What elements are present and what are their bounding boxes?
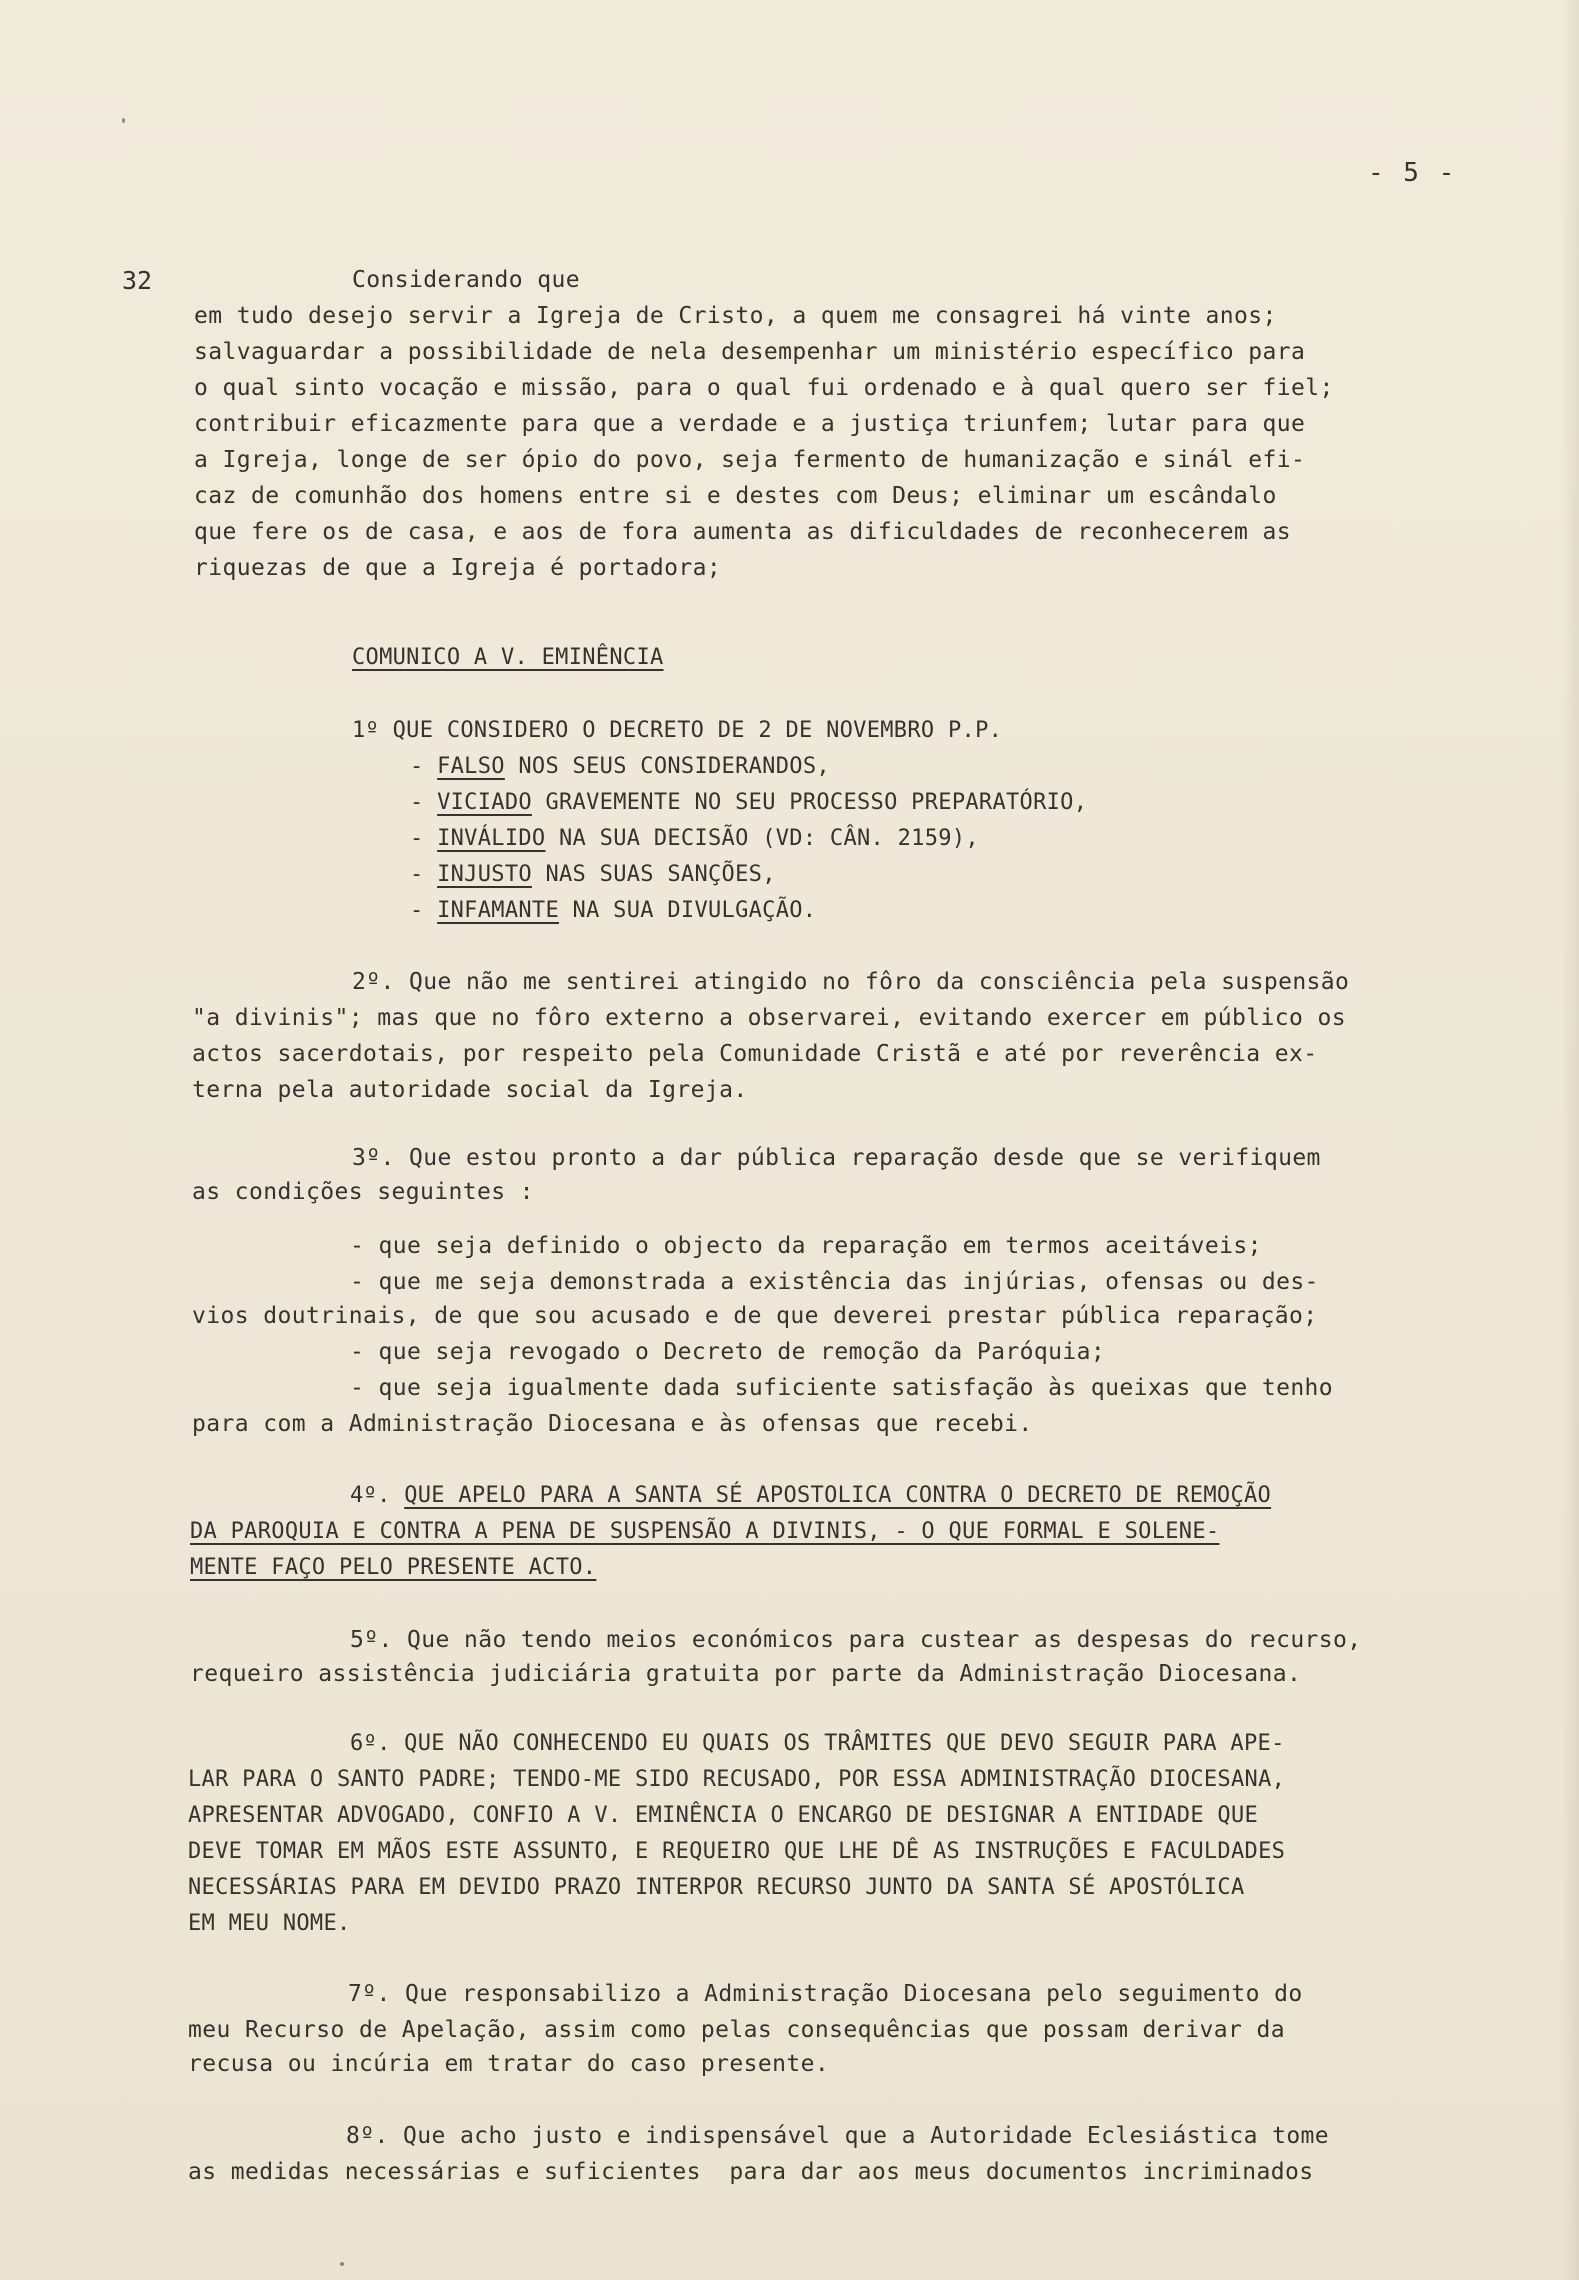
item-2-line: terna pela autoridade social da Igreja.: [192, 1077, 748, 1103]
paper-edge-shadow: [1561, 0, 1579, 2280]
item-6-line: APRESENTAR ADVOGADO, CONFIO A V. EMINÊNCIA O ENCARGO DE DESIGNAR A ENTIDADE QUE: [188, 1803, 1259, 1828]
item-4-line: 4º. QUE APELO PARA A SANTA SÉ APOSTOLICA CONTRA O DECRETO DE REMOÇÃO: [350, 1483, 1272, 1508]
intro-line: o qual sinto vocação e missão, para o qual fui ordenado e à qual quero ser fiel;: [194, 375, 1334, 401]
item-1-sub: - INFAMANTE NA SUA DIVULGAÇÃO.: [410, 898, 817, 923]
intro-heading: Considerando que: [352, 267, 580, 293]
item-5-line: 5º. Que não tendo meios económicos para custear as despesas do recurso,: [350, 1627, 1362, 1653]
underlined-term: VICIADO: [437, 790, 532, 815]
item-1-sub: - INVÁLIDO NA SUA DECISÃO (VD: CÂN. 2159),: [410, 826, 979, 851]
page-number: - 5 -: [1368, 158, 1457, 188]
item-2-line: "a divinis"; mas que no fôro externo a observarei, evitando exercer em público os: [192, 1005, 1347, 1031]
item-3-line: 3º. Que estou pronto a dar pública reparação desde que se verifiquem: [352, 1145, 1321, 1171]
item-1-heading: 1º QUE CONSIDERO O DECRETO DE 2 DE NOVEMBRO P.P.: [352, 718, 1003, 743]
intro-line: contribuir eficazmente para que a verdade e a justiça triunfem; lutar para que: [194, 411, 1306, 437]
item-1-sub: - FALSO NOS SEUS CONSIDERANDOS,: [410, 754, 830, 779]
item-7-line: 7º. Que responsabilizo a Administração Diocesana pelo seguimento do: [348, 1981, 1303, 2007]
intro-line: salvaguardar a possibilidade de nela desempenhar um ministério específico para: [194, 339, 1306, 365]
item-4-line: MENTE FAÇO PELO PRESENTE ACTO.: [190, 1555, 597, 1580]
margin-annotation: 32: [122, 266, 153, 295]
intro-line: caz de comunhão dos homens entre si e destes com Deus; eliminar um escândalo: [194, 483, 1277, 509]
item-6-line: LAR PARA O SANTO PADRE; TENDO-ME SIDO RECUSADO, POR ESSA ADMINISTRAÇÃO DIOCESANA,: [188, 1767, 1286, 1792]
item-7-line: recusa ou incúria em tratar do caso presente.: [188, 2051, 830, 2077]
item-3-condition: - que seja definido o objecto da reparação em termos aceitáveis;: [350, 1233, 1262, 1259]
item-3-condition: - que me seja demonstrada a existência das injúrias, ofensas ou des-: [350, 1269, 1319, 1295]
intro-line: riquezas de que a Igreja é portadora;: [194, 555, 722, 581]
item-3-line: as condições seguintes :: [192, 1179, 534, 1205]
underlined-term: INJUSTO: [437, 862, 532, 887]
underlined-term: FALSO: [437, 754, 505, 779]
item-3-condition: - que seja igualmente dada suficiente satisfação às queixas que tenho: [350, 1375, 1334, 1401]
item-5-line: requeiro assistência judiciária gratuita por parte da Administração Diocesana.: [190, 1661, 1302, 1687]
intro-line: que fere os de casa, e aos de fora aumenta as dificuldades de reconhecerem as: [194, 519, 1292, 545]
item-4-line: DA PAROQUIA E CONTRA A PENA DE SUSPENSÃO A DIVINIS, - O QUE FORMAL E SOLENE-: [190, 1519, 1220, 1544]
item-3-condition: para com a Administração Diocesana e às ofensas que recebi.: [192, 1411, 1033, 1437]
item-4-underlined: QUE APELO PARA A SANTA SÉ APOSTOLICA CONTRA O DECRETO DE REMOÇÃO: [404, 1483, 1272, 1508]
paper-speck: [122, 118, 125, 123]
item-3-condition: vios doutrinais, de que sou acusado e de que deverei prestar pública reparação;: [192, 1303, 1318, 1329]
section-heading: COMUNICO A V. EMINÊNCIA: [352, 645, 664, 670]
item-1-sub: - INJUSTO NAS SUAS SANÇÕES,: [410, 862, 776, 887]
item-2-line: actos sacerdotais, por respeito pela Comunidade Cristã e até por reverência ex-: [192, 1041, 1318, 1067]
item-6-line: EM MEU NOME.: [188, 1911, 351, 1936]
item-3-condition: - que seja revogado o Decreto de remoção da Paróquia;: [350, 1339, 1106, 1365]
item-1-sub: - VICIADO GRAVEMENTE NO SEU PROCESSO PREPARATÓRIO,: [410, 790, 1088, 815]
item-8-line: 8º. Que acho justo e indispensável que a Autoridade Eclesiástica tome: [346, 2123, 1330, 2149]
intro-line: em tudo desejo servir a Igreja de Cristo, a quem me consagrei há vinte anos;: [194, 303, 1277, 329]
paper-speck: [340, 2262, 344, 2266]
item-6-line: DEVE TOMAR EM MÃOS ESTE ASSUNTO, E REQUEIRO QUE LHE DÊ AS INSTRUÇÕES E FACULDADES: [188, 1839, 1286, 1864]
item-6-line: NECESSÁRIAS PARA EM DEVIDO PRAZO INTERPOR RECURSO JUNTO DA SANTA SÉ APOSTÓLICA: [188, 1875, 1245, 1900]
item-2-line: 2º. Que não me sentirei atingido no fôro da consciência pela suspensão: [352, 969, 1350, 995]
item-6-line: 6º. QUE NÃO CONHECENDO EU QUAIS OS TRÂMITES QUE DEVO SEGUIR PARA APE-: [350, 1731, 1285, 1756]
underlined-term: INFAMANTE: [437, 898, 559, 923]
intro-line: a Igreja, longe de ser ópio do povo, seja fermento de humanização e sinál efi-: [194, 447, 1306, 473]
item-8-line: as medidas necessárias e suficientes para dar aos meus documentos incriminados: [188, 2159, 1314, 2185]
item-7-line: meu Recurso de Apelação, assim como pelas consequências que possam derivar da: [188, 2017, 1286, 2043]
underlined-term: INVÁLIDO: [437, 826, 546, 851]
